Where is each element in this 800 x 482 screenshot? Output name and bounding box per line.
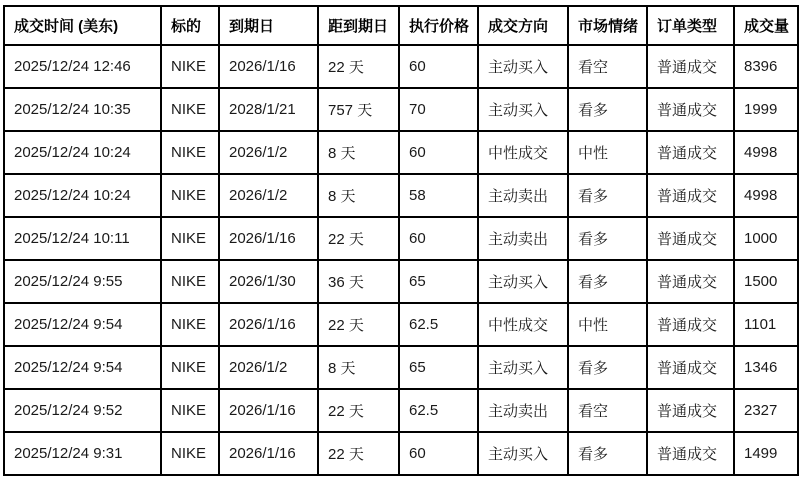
table-cell: 2026/1/16 [219,303,318,346]
table-cell: 58 [399,174,478,217]
table-cell: 1000 [734,217,798,260]
table-row [4,217,798,260]
table-cell: 60 [399,432,478,475]
table-cell: 65 [399,260,478,303]
table-cell: 中性成交 [478,131,568,174]
table-row [4,45,798,88]
table-cell: 62.5 [399,303,478,346]
column-header: 距到期日 [318,6,399,45]
table-cell: 36 天 [318,260,399,303]
table-cell: 1346 [734,346,798,389]
table-cell: NIKE [161,389,219,432]
table-cell: 看多 [568,217,647,260]
table-cell: 22 天 [318,45,399,88]
table-cell: NIKE [161,88,219,131]
table-cell: NIKE [161,346,219,389]
table-cell: 8396 [734,45,798,88]
table-cell: 2025/12/24 10:35 [4,88,161,131]
column-header: 成交时间 (美东) [4,6,161,45]
table-cell: 2025/12/24 9:54 [4,303,161,346]
table-cell: 22 天 [318,303,399,346]
table-cell: 普通成交 [647,432,734,475]
table-cell: NIKE [161,303,219,346]
table-cell: 2025/12/24 9:54 [4,346,161,389]
table-row [4,432,798,475]
table-cell: NIKE [161,45,219,88]
table-cell: 普通成交 [647,174,734,217]
table-cell: 70 [399,88,478,131]
table-cell: 看多 [568,260,647,303]
table-row [4,174,798,217]
table-cell: 看多 [568,88,647,131]
table-cell: 主动买入 [478,346,568,389]
table-cell: 4998 [734,174,798,217]
table-cell: 4998 [734,131,798,174]
table-cell: 2026/1/2 [219,346,318,389]
table-cell: 普通成交 [647,260,734,303]
table-cell: 60 [399,45,478,88]
table-cell: 8 天 [318,346,399,389]
table-row [4,303,798,346]
table-cell: 60 [399,217,478,260]
table-cell: 普通成交 [647,88,734,131]
table-cell: 1999 [734,88,798,131]
table-cell: 2025/12/24 12:46 [4,45,161,88]
column-header: 到期日 [219,6,318,45]
table-cell: 主动买入 [478,432,568,475]
table-cell: 中性 [568,131,647,174]
table-cell: 普通成交 [647,389,734,432]
table-cell: 中性成交 [478,303,568,346]
table-cell: NIKE [161,432,219,475]
table-cell: NIKE [161,131,219,174]
table-header [4,6,798,45]
table-cell: 1499 [734,432,798,475]
table-row [4,346,798,389]
column-header: 成交量 [734,6,798,45]
column-header: 市场情绪 [568,6,647,45]
table-cell: NIKE [161,217,219,260]
table-cell: 普通成交 [647,131,734,174]
table-cell: 普通成交 [647,346,734,389]
table-cell: 2327 [734,389,798,432]
table-cell: 看空 [568,45,647,88]
table-cell: 2025/12/24 10:11 [4,217,161,260]
table-cell: 2025/12/24 10:24 [4,174,161,217]
table-cell: 2026/1/16 [219,389,318,432]
table-cell: 2025/12/24 9:52 [4,389,161,432]
table-row [4,131,798,174]
table-header-row [4,6,798,45]
table-cell: 普通成交 [647,45,734,88]
table-cell: NIKE [161,260,219,303]
table-cell: 65 [399,346,478,389]
table-cell: 普通成交 [647,303,734,346]
column-header: 执行价格 [399,6,478,45]
table-cell: 主动买入 [478,88,568,131]
table-cell: 62.5 [399,389,478,432]
table-cell: 2026/1/2 [219,131,318,174]
table-cell: 2026/1/30 [219,260,318,303]
table-cell: 看空 [568,389,647,432]
table-cell: 22 天 [318,389,399,432]
table-cell: 主动买入 [478,260,568,303]
table-cell: NIKE [161,174,219,217]
column-header: 订单类型 [647,6,734,45]
table-cell: 主动卖出 [478,217,568,260]
table-cell: 8 天 [318,131,399,174]
table-row [4,88,798,131]
table-cell: 看多 [568,432,647,475]
table-cell: 主动卖出 [478,174,568,217]
table-cell: 主动卖出 [478,389,568,432]
table-row [4,389,798,432]
table-cell: 2025/12/24 9:55 [4,260,161,303]
table-cell: 中性 [568,303,647,346]
table-cell: 看多 [568,346,647,389]
table-cell: 1500 [734,260,798,303]
table-cell: 1101 [734,303,798,346]
table-cell: 2028/1/21 [219,88,318,131]
table-cell: 60 [399,131,478,174]
column-header: 标的 [161,6,219,45]
table-cell: 22 天 [318,432,399,475]
table-cell: 757 天 [318,88,399,131]
table-cell: 2026/1/2 [219,174,318,217]
table-cell: 主动买入 [478,45,568,88]
table-cell: 2026/1/16 [219,217,318,260]
option-trades-table [3,5,799,476]
table-row [4,260,798,303]
table-cell: 看多 [568,174,647,217]
table-body [4,45,798,475]
table-cell: 2026/1/16 [219,45,318,88]
table-cell: 普通成交 [647,217,734,260]
table-cell: 2025/12/24 9:31 [4,432,161,475]
table-cell: 2026/1/16 [219,432,318,475]
table-cell: 8 天 [318,174,399,217]
table-cell: 2025/12/24 10:24 [4,131,161,174]
table-cell: 22 天 [318,217,399,260]
column-header: 成交方向 [478,6,568,45]
